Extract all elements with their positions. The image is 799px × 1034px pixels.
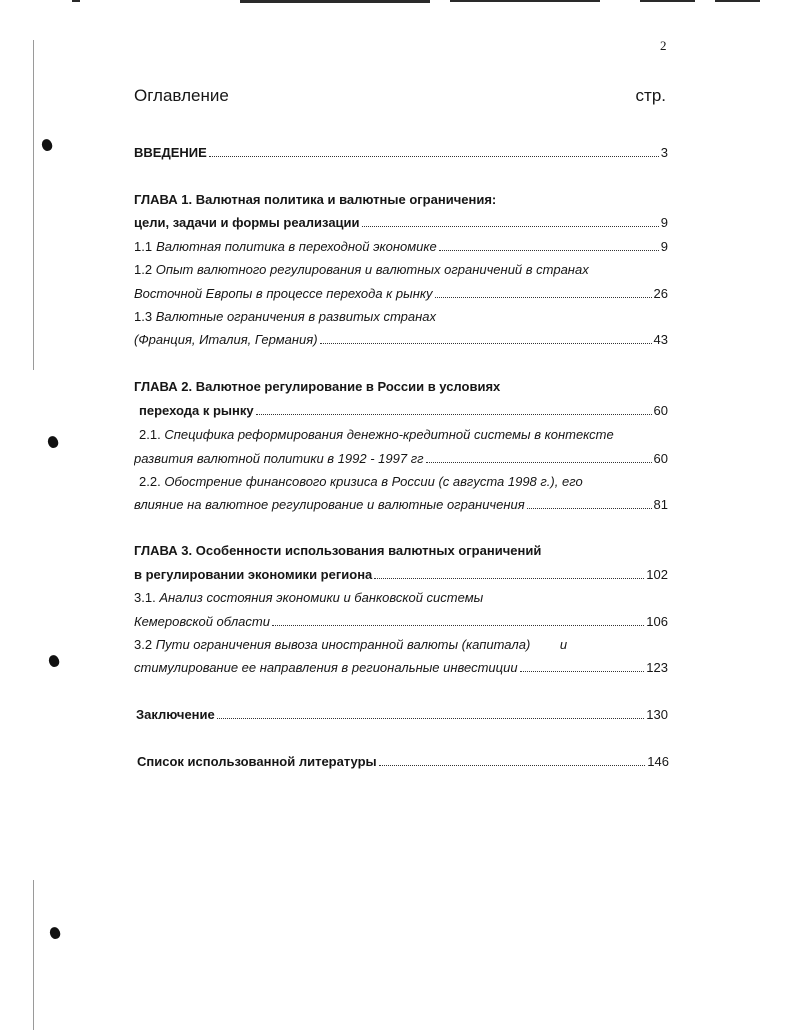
- toc-entry-chapter-2[interactable]: [139, 403, 668, 419]
- toc-title: влияние на валютное регулирование и валютные ограничения: [134, 497, 525, 512]
- toc-entry-conclusion[interactable]: [136, 707, 668, 723]
- toc-page: 130: [646, 707, 668, 722]
- leader-dots: [217, 718, 645, 719]
- binder-line: [33, 40, 34, 370]
- chapter-3-title: ГЛАВА 3. Особенности использования валютных ограничений: [134, 543, 542, 558]
- toc-page: 106: [646, 614, 668, 629]
- toc-page: 60: [653, 451, 668, 466]
- toc-title: Валютные ограничения в развитых странах: [155, 309, 437, 324]
- toc-title: Опыт валютного регулирования и валютных ограничений в странах: [155, 262, 589, 277]
- toc-title: развития валютной политики в 1992 - 1997 гг: [134, 451, 424, 466]
- punch-hole-icon: [47, 654, 61, 669]
- toc-entry-1-3-line1: [134, 309, 668, 325]
- scan-edge-mark: [72, 0, 80, 2]
- toc-title: Заключение: [136, 707, 215, 722]
- toc-entry-3-2-line1: [134, 637, 668, 653]
- toc-entry-1-2[interactable]: [134, 286, 668, 302]
- toc-page: 123: [646, 660, 668, 675]
- toc-entry-chapter-3[interactable]: [134, 567, 668, 583]
- toc-page: 9: [660, 215, 668, 230]
- leader-dots: [320, 343, 652, 344]
- section-number: 2.2.: [139, 474, 161, 489]
- toc-entry-1-2-line1: [134, 262, 668, 278]
- leader-dots: [362, 226, 659, 227]
- toc-title: стимулирование ее направления в региональные инвестиции: [134, 660, 518, 675]
- toc-title: Специфика реформирования денежно-кредитной системы в контексте: [164, 427, 614, 442]
- leader-dots: [209, 156, 659, 157]
- section-number: 1.1: [134, 239, 153, 254]
- toc-entry-3-1-line1: [134, 590, 668, 606]
- toc-page: 9: [660, 239, 668, 254]
- scan-edge-mark: [715, 0, 760, 2]
- toc-page: 102: [646, 567, 668, 582]
- section-number: 1.2: [134, 262, 153, 277]
- binder-line: [33, 880, 34, 1030]
- toc-title: Восточной Европы в процессе перехода к рынку: [134, 286, 433, 301]
- scan-edge-mark: [450, 0, 600, 2]
- leader-dots: [439, 250, 659, 251]
- toc-entry-2-2[interactable]: [134, 497, 668, 513]
- toc-entry-2-1[interactable]: [134, 451, 668, 467]
- toc-page: 43: [653, 332, 668, 347]
- leader-dots: [256, 414, 652, 415]
- page-column-header: стр.: [635, 86, 666, 105]
- toc-title: Пути ограничения вывоза иностранной валюты (капитала): [155, 637, 531, 652]
- toc-title: Анализ состояния экономики и банковской системы: [159, 590, 484, 605]
- chapter-2-title: ГЛАВА 2. Валютное регулирование в России в условиях: [134, 379, 501, 394]
- section-number: 1.3: [134, 309, 153, 324]
- toc-entry-2-1-line1: [139, 427, 673, 443]
- chapter-1-title: ГЛАВА 1. Валютная политика и валютные ограничения:: [134, 192, 497, 207]
- toc-title: перехода к рынку: [139, 403, 254, 418]
- section-number: 3.2: [134, 637, 153, 652]
- toc-title: в регулировании экономики региона: [134, 567, 373, 582]
- toc-entry-bibliography[interactable]: [137, 754, 669, 770]
- toc-title: цели, задачи и формы реализации: [134, 215, 360, 230]
- toc-page: 81: [653, 497, 668, 512]
- toc-title: (Франция, Италия, Германия): [134, 332, 318, 347]
- toc-title: Кемеровской области: [134, 614, 270, 629]
- leader-dots: [272, 625, 644, 626]
- page-number: 2: [660, 38, 667, 53]
- punch-hole-icon: [46, 435, 60, 450]
- leader-dots: [374, 578, 644, 579]
- punch-hole-icon: [48, 926, 62, 941]
- scan-edge-mark: [240, 0, 430, 3]
- toc-page: 146: [647, 754, 669, 769]
- toc-title: Список использованной литературы: [137, 754, 377, 769]
- toc-entry-3-1[interactable]: [134, 614, 668, 630]
- toc-entry-1-1[interactable]: [134, 239, 668, 255]
- leader-dots: [520, 671, 645, 672]
- toc-page: 60: [653, 403, 668, 418]
- toc-entry-1-3[interactable]: [134, 332, 668, 348]
- toc-page: 3: [660, 145, 668, 160]
- toc-entry-chapter-1[interactable]: [134, 215, 668, 231]
- toc-entry-2-2-line1: [139, 474, 673, 490]
- toc-page: 26: [653, 286, 668, 301]
- leader-dots: [527, 508, 652, 509]
- section-number: 3.1.: [134, 590, 156, 605]
- toc-entry-3-2[interactable]: [134, 660, 668, 676]
- toc-entry-intro[interactable]: [134, 145, 668, 161]
- section-number: 2.1.: [139, 427, 161, 442]
- scan-edge-mark: [640, 0, 695, 2]
- toc-title: ВВЕДЕНИЕ: [134, 145, 207, 160]
- toc-title: Валютная политика в переходной экономике: [156, 239, 437, 254]
- punch-hole-icon: [40, 138, 54, 153]
- leader-dots: [435, 297, 652, 298]
- toc-title-tail: и: [559, 637, 568, 652]
- toc-title: Обострение финансового кризиса в России (с августа 1998 г.), его: [164, 474, 583, 489]
- page-title: Оглавление: [134, 86, 229, 105]
- leader-dots: [379, 765, 646, 766]
- leader-dots: [426, 462, 652, 463]
